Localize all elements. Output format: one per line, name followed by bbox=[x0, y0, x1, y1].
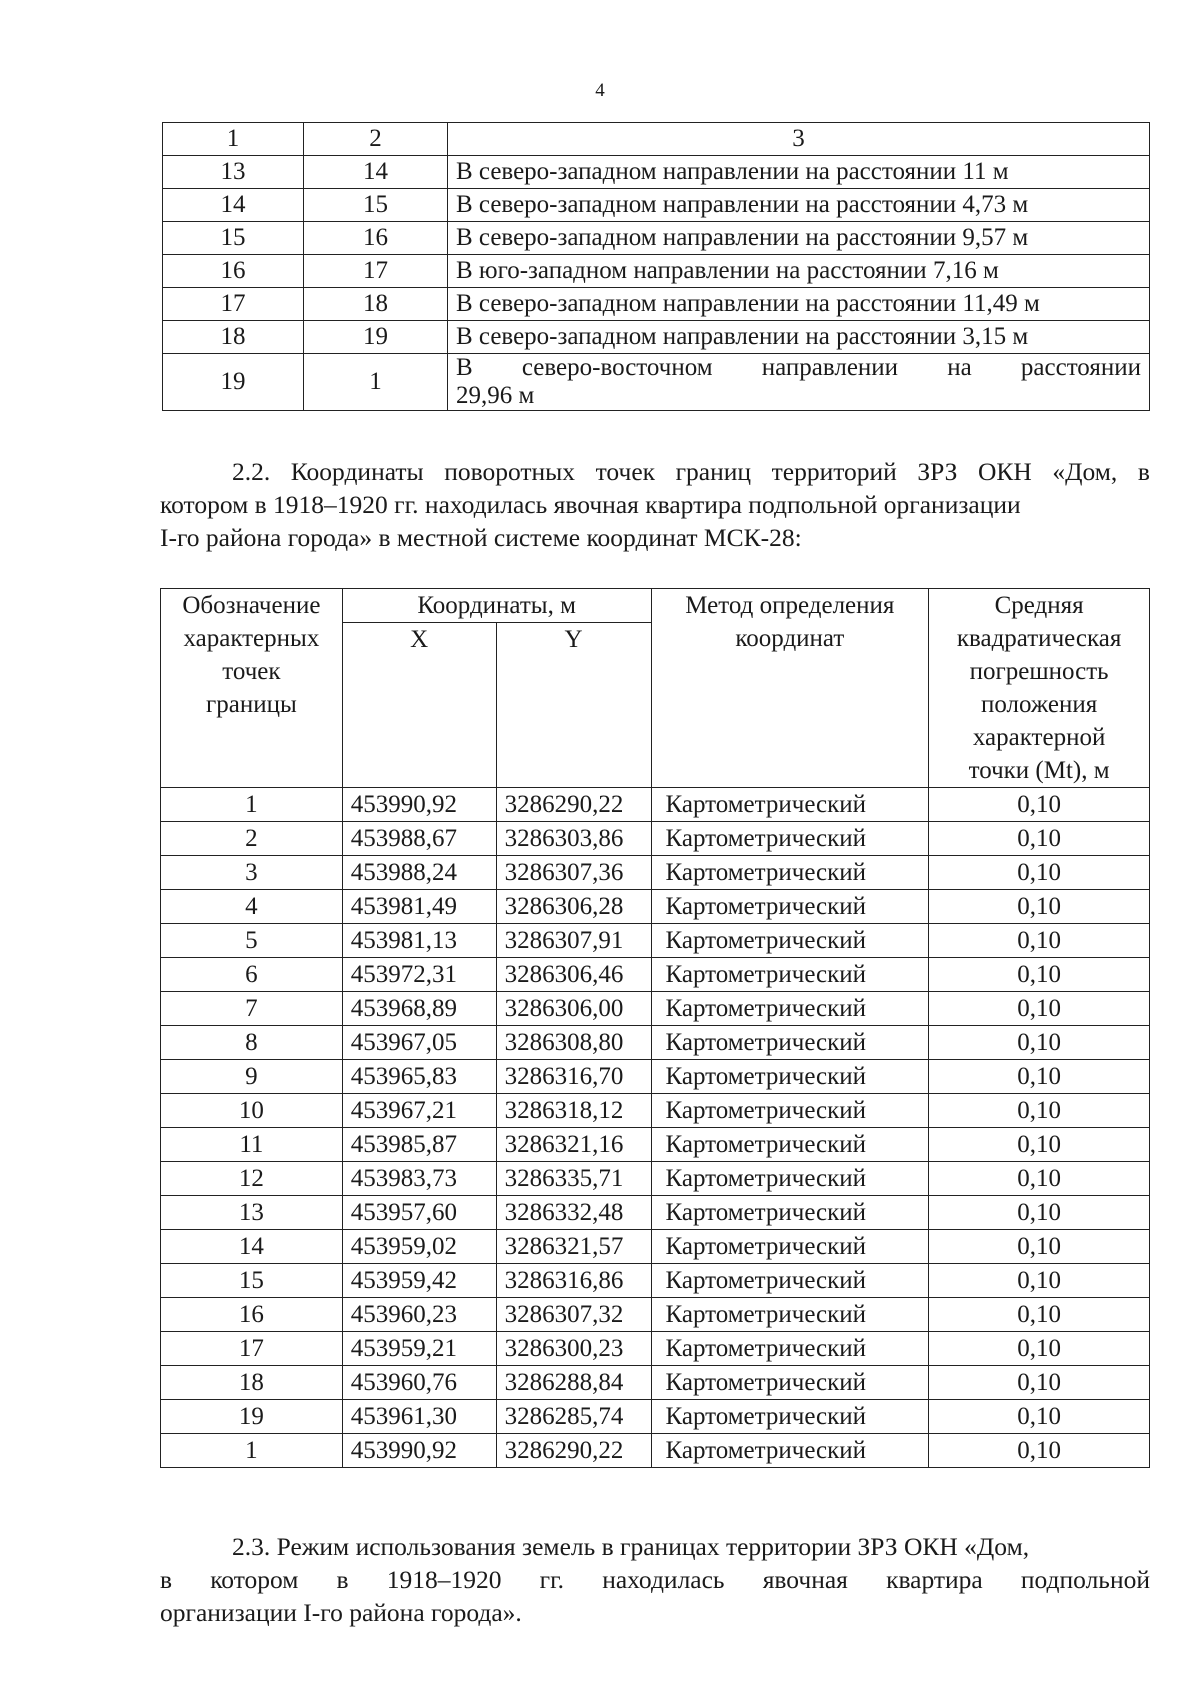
word: явочная bbox=[762, 1565, 848, 1594]
word: квартира bbox=[886, 1565, 983, 1594]
table-row bbox=[161, 1094, 1150, 1128]
method-cell: Картометрический bbox=[651, 856, 929, 890]
y-coordinate-cell: 3286307,36 bbox=[496, 856, 651, 890]
error-cell: 0,10 bbox=[929, 1332, 1150, 1366]
y-coordinate-cell: 3286306,46 bbox=[496, 958, 651, 992]
error-cell: 0,10 bbox=[929, 822, 1150, 856]
point-number-cell: 2 bbox=[161, 822, 343, 856]
point-number-cell: 3 bbox=[161, 856, 343, 890]
direction-line: 29,96 м bbox=[456, 382, 535, 409]
header-line: квадратическая bbox=[956, 625, 1122, 652]
error-cell: 0,10 bbox=[929, 856, 1150, 890]
y-coordinate-cell: 3286300,23 bbox=[496, 1332, 651, 1366]
point-number-cell: 14 bbox=[161, 1230, 343, 1264]
point-number-cell: 17 bbox=[161, 1332, 343, 1366]
header-cell: 3 bbox=[448, 123, 1150, 156]
paragraph-line bbox=[160, 1563, 1150, 1596]
word: в bbox=[1137, 457, 1150, 486]
error-cell: 0,10 bbox=[929, 1434, 1150, 1468]
x-coordinate-cell: 453985,87 bbox=[342, 1128, 496, 1162]
direction-cell: В северо-западном направлении на расстоянии 11 м bbox=[448, 156, 1150, 189]
table-row bbox=[161, 1128, 1150, 1162]
method-header bbox=[651, 589, 929, 788]
table-row bbox=[161, 1162, 1150, 1196]
point-number-cell: 12 bbox=[161, 1162, 343, 1196]
x-coordinate-cell: 453988,24 bbox=[342, 856, 496, 890]
header-line: точек bbox=[222, 658, 281, 685]
table-row bbox=[161, 1264, 1150, 1298]
y-coordinate-cell: 3286321,57 bbox=[496, 1230, 651, 1264]
table-row bbox=[163, 321, 1150, 354]
section-2-2-paragraph bbox=[160, 455, 1150, 554]
paragraph-line bbox=[160, 455, 1150, 488]
direction-cell: В северо-западном направлении на расстоянии 4,73 м bbox=[448, 189, 1150, 222]
y-coordinate-cell: 3286318,12 bbox=[496, 1094, 651, 1128]
header-line: Обозначение bbox=[182, 592, 321, 619]
to-point-cell: 14 bbox=[304, 156, 448, 189]
table-row bbox=[161, 822, 1150, 856]
x-coordinate-cell: 453960,76 bbox=[342, 1366, 496, 1400]
direction-cell: В северо-западном направлении на расстоянии 11,49 м bbox=[448, 288, 1150, 321]
header-line: координат bbox=[735, 625, 845, 652]
paragraph-line: 2.3. Режим использования земель в границах территории ЗРЗ ОКН «Дом, bbox=[232, 1532, 1030, 1561]
table-row bbox=[163, 354, 1150, 411]
word: ОКН bbox=[977, 457, 1032, 486]
word: котором bbox=[210, 1565, 299, 1594]
error-cell: 0,10 bbox=[929, 1400, 1150, 1434]
coordinates-table-body bbox=[161, 788, 1150, 1468]
point-number-cell: 15 bbox=[161, 1264, 343, 1298]
y-coordinate-cell: 3286303,86 bbox=[496, 822, 651, 856]
method-cell: Картометрический bbox=[651, 1196, 929, 1230]
method-cell: Картометрический bbox=[651, 822, 929, 856]
error-cell: 0,10 bbox=[929, 1366, 1150, 1400]
boundary-description-table bbox=[162, 122, 1150, 411]
header-line: погрешность bbox=[969, 658, 1109, 685]
method-cell: Картометрический bbox=[651, 1298, 929, 1332]
header-line: точки (Mt), м bbox=[968, 757, 1110, 784]
point-number-cell: 1 bbox=[161, 788, 343, 822]
table-row bbox=[161, 788, 1150, 822]
table-row bbox=[161, 1434, 1150, 1468]
paragraph-line: I-го района города» в местной системе координат МСК-28: bbox=[160, 523, 802, 552]
point-number-cell: 10 bbox=[161, 1094, 343, 1128]
word: расстоянии bbox=[1020, 354, 1141, 381]
point-number-cell: 4 bbox=[161, 890, 343, 924]
word: 2.2. bbox=[232, 457, 271, 486]
method-cell: Картометрический bbox=[651, 924, 929, 958]
x-coordinate-cell: 453960,23 bbox=[342, 1298, 496, 1332]
from-point-cell: 14 bbox=[163, 189, 304, 222]
table-row bbox=[161, 924, 1150, 958]
direction-line bbox=[456, 354, 1141, 382]
x-coordinate-cell: 453981,49 bbox=[342, 890, 496, 924]
y-coordinate-cell: 3286290,22 bbox=[496, 788, 651, 822]
table-row bbox=[161, 1400, 1150, 1434]
to-point-cell: 17 bbox=[304, 255, 448, 288]
table-row bbox=[161, 1366, 1150, 1400]
direction-cell bbox=[448, 354, 1150, 411]
point-number-cell: 8 bbox=[161, 1026, 343, 1060]
method-cell: Картометрический bbox=[651, 1400, 929, 1434]
coordinates-header: Координаты, м bbox=[342, 589, 651, 623]
x-coordinate-cell: 453959,21 bbox=[342, 1332, 496, 1366]
x-coordinate-cell: 453967,05 bbox=[342, 1026, 496, 1060]
point-number-cell: 11 bbox=[161, 1128, 343, 1162]
word: Координаты bbox=[290, 457, 424, 486]
table-row bbox=[163, 255, 1150, 288]
word: 1918–1920 bbox=[386, 1565, 502, 1594]
error-cell: 0,10 bbox=[929, 1128, 1150, 1162]
table-row bbox=[163, 156, 1150, 189]
table-header-row bbox=[161, 589, 1150, 623]
error-cell: 0,10 bbox=[929, 1094, 1150, 1128]
word: направлении bbox=[761, 354, 899, 381]
table-row bbox=[161, 1230, 1150, 1264]
header-line: характерной bbox=[972, 724, 1106, 751]
x-coordinate-cell: 453968,89 bbox=[342, 992, 496, 1026]
error-cell: 0,10 bbox=[929, 1060, 1150, 1094]
from-point-cell: 19 bbox=[163, 354, 304, 411]
table-row bbox=[161, 1298, 1150, 1332]
table-header-row bbox=[163, 123, 1150, 156]
x-coordinate-cell: 453965,83 bbox=[342, 1060, 496, 1094]
y-coordinate-cell: 3286316,70 bbox=[496, 1060, 651, 1094]
error-cell: 0,10 bbox=[929, 1264, 1150, 1298]
to-point-cell: 1 bbox=[304, 354, 448, 411]
word: ЗРЗ bbox=[917, 457, 958, 486]
point-number-cell: 1 bbox=[161, 1434, 343, 1468]
word: поворотных bbox=[444, 457, 576, 486]
method-cell: Картометрический bbox=[651, 890, 929, 924]
table-row bbox=[161, 1196, 1150, 1230]
direction-cell: В северо-западном направлении на расстоянии 9,57 м bbox=[448, 222, 1150, 255]
table-row bbox=[161, 856, 1150, 890]
table-row bbox=[161, 1060, 1150, 1094]
method-cell: Картометрический bbox=[651, 958, 929, 992]
method-cell: Картометрический bbox=[651, 1332, 929, 1366]
error-cell: 0,10 bbox=[929, 992, 1150, 1026]
method-cell: Картометрический bbox=[651, 1366, 929, 1400]
word: границ bbox=[675, 457, 752, 486]
word: «Дом, bbox=[1052, 457, 1118, 486]
method-cell: Картометрический bbox=[651, 1026, 929, 1060]
header-line: границы bbox=[206, 691, 297, 718]
direction-cell: В юго-западном направлении на расстоянии 7,16 м bbox=[448, 255, 1150, 288]
y-coordinate-cell: 3286332,48 bbox=[496, 1196, 651, 1230]
error-cell: 0,10 bbox=[929, 1162, 1150, 1196]
x-coordinate-cell: 453990,92 bbox=[342, 1434, 496, 1468]
table-row bbox=[161, 992, 1150, 1026]
y-coordinate-cell: 3286316,86 bbox=[496, 1264, 651, 1298]
y-coordinate-cell: 3286307,32 bbox=[496, 1298, 651, 1332]
error-cell: 0,10 bbox=[929, 1298, 1150, 1332]
method-cell: Картометрический bbox=[651, 992, 929, 1026]
header-cell: 1 bbox=[163, 123, 304, 156]
y-header: Y bbox=[496, 623, 651, 788]
error-cell: 0,10 bbox=[929, 890, 1150, 924]
point-number-cell: 19 bbox=[161, 1400, 343, 1434]
x-coordinate-cell: 453988,67 bbox=[342, 822, 496, 856]
paragraph-line: организации I-го района города». bbox=[160, 1598, 522, 1627]
word: гг. bbox=[539, 1565, 565, 1594]
table-row bbox=[161, 1026, 1150, 1060]
direction-cell: В северо-западном направлении на расстоянии 3,15 м bbox=[448, 321, 1150, 354]
method-cell: Картометрический bbox=[651, 1128, 929, 1162]
method-cell: Картометрический bbox=[651, 1434, 929, 1468]
x-coordinate-cell: 453961,30 bbox=[342, 1400, 496, 1434]
x-header: X bbox=[342, 623, 496, 788]
to-point-cell: 15 bbox=[304, 189, 448, 222]
to-point-cell: 19 bbox=[304, 321, 448, 354]
y-coordinate-cell: 3286285,74 bbox=[496, 1400, 651, 1434]
from-point-cell: 18 bbox=[163, 321, 304, 354]
method-cell: Картометрический bbox=[651, 1264, 929, 1298]
x-coordinate-cell: 453967,21 bbox=[342, 1094, 496, 1128]
y-coordinate-cell: 3286308,80 bbox=[496, 1026, 651, 1060]
word: В bbox=[456, 354, 473, 381]
method-cell: Картометрический bbox=[651, 788, 929, 822]
coordinates-table bbox=[160, 588, 1150, 1468]
error-cell: 0,10 bbox=[929, 1230, 1150, 1264]
word: территорий bbox=[771, 457, 897, 486]
word: в bbox=[336, 1565, 349, 1594]
x-coordinate-cell: 453959,02 bbox=[342, 1230, 496, 1264]
point-number-cell: 5 bbox=[161, 924, 343, 958]
from-point-cell: 15 bbox=[163, 222, 304, 255]
y-coordinate-cell: 3286335,71 bbox=[496, 1162, 651, 1196]
word: в bbox=[160, 1565, 173, 1594]
header-line: характерных bbox=[183, 625, 320, 652]
header-line: положения bbox=[981, 691, 1098, 718]
x-coordinate-cell: 453959,42 bbox=[342, 1264, 496, 1298]
header-line: Метод определения bbox=[685, 592, 895, 619]
y-coordinate-cell: 3286306,28 bbox=[496, 890, 651, 924]
from-point-cell: 13 bbox=[163, 156, 304, 189]
y-coordinate-cell: 3286306,00 bbox=[496, 992, 651, 1026]
x-coordinate-cell: 453972,31 bbox=[342, 958, 496, 992]
from-point-cell: 17 bbox=[163, 288, 304, 321]
x-coordinate-cell: 453957,60 bbox=[342, 1196, 496, 1230]
table-row bbox=[161, 890, 1150, 924]
method-cell: Картометрический bbox=[651, 1230, 929, 1264]
point-number-cell: 13 bbox=[161, 1196, 343, 1230]
x-coordinate-cell: 453981,13 bbox=[342, 924, 496, 958]
x-coordinate-cell: 453990,92 bbox=[342, 788, 496, 822]
designation-header bbox=[161, 589, 343, 788]
method-cell: Картометрический bbox=[651, 1060, 929, 1094]
error-cell: 0,10 bbox=[929, 958, 1150, 992]
word: подпольной bbox=[1020, 1565, 1150, 1594]
y-coordinate-cell: 3286290,22 bbox=[496, 1434, 651, 1468]
method-cell: Картометрический bbox=[651, 1094, 929, 1128]
section-2-3-paragraph bbox=[160, 1530, 1150, 1629]
word: на bbox=[947, 354, 972, 381]
x-coordinate-cell: 453983,73 bbox=[342, 1162, 496, 1196]
point-number-cell: 9 bbox=[161, 1060, 343, 1094]
to-point-cell: 16 bbox=[304, 222, 448, 255]
paragraph-line: котором в 1918–1920 гг. находилась явочная квартира подпольной организации bbox=[160, 490, 1021, 519]
error-cell: 0,10 bbox=[929, 788, 1150, 822]
table-row bbox=[163, 288, 1150, 321]
header-line: Средняя bbox=[994, 592, 1084, 619]
table-row bbox=[161, 958, 1150, 992]
y-coordinate-cell: 3286288,84 bbox=[496, 1366, 651, 1400]
y-coordinate-cell: 3286321,16 bbox=[496, 1128, 651, 1162]
table-row bbox=[163, 222, 1150, 255]
word: точек bbox=[595, 457, 656, 486]
from-point-cell: 16 bbox=[163, 255, 304, 288]
error-cell: 0,10 bbox=[929, 1026, 1150, 1060]
page-number: 4 bbox=[595, 80, 605, 101]
error-cell: 0,10 bbox=[929, 1196, 1150, 1230]
header-cell: 2 bbox=[304, 123, 448, 156]
word: находилась bbox=[602, 1565, 725, 1594]
word: северо-восточном bbox=[521, 354, 713, 381]
y-coordinate-cell: 3286307,91 bbox=[496, 924, 651, 958]
point-number-cell: 6 bbox=[161, 958, 343, 992]
error-header bbox=[929, 589, 1150, 788]
point-number-cell: 16 bbox=[161, 1298, 343, 1332]
point-number-cell: 18 bbox=[161, 1366, 343, 1400]
method-cell: Картометрический bbox=[651, 1162, 929, 1196]
error-cell: 0,10 bbox=[929, 924, 1150, 958]
table-row bbox=[163, 189, 1150, 222]
table-row bbox=[161, 1332, 1150, 1366]
point-number-cell: 7 bbox=[161, 992, 343, 1026]
to-point-cell: 18 bbox=[304, 288, 448, 321]
